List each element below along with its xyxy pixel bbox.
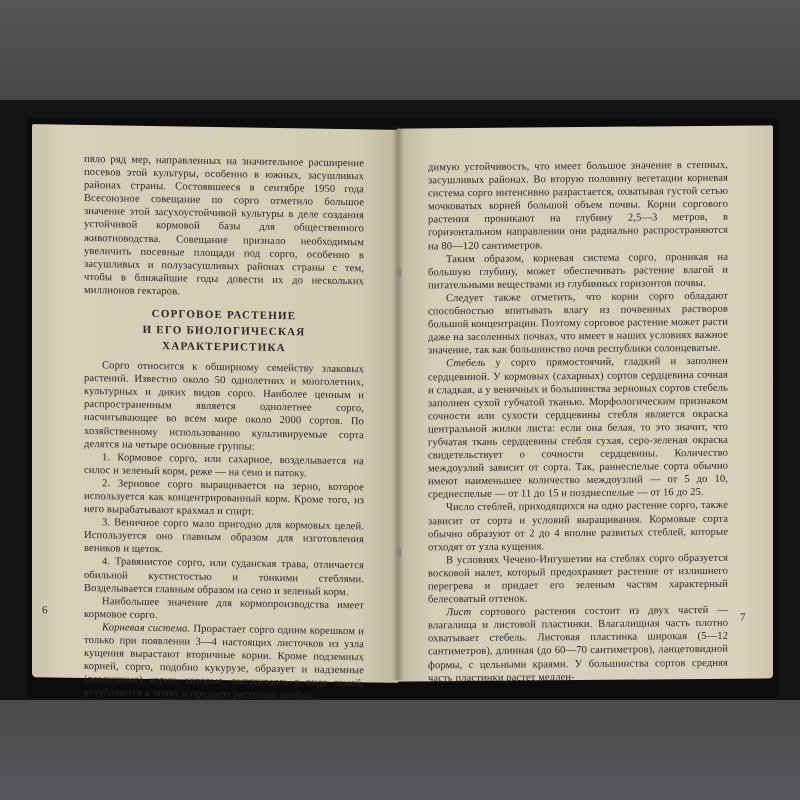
section-heading-line-1: СОРГОВОЕ РАСТЕНИЕ — [151, 308, 297, 323]
section-heading-line-2: И ЕГО БИОЛОГИЧЕСКАЯ ХАРАКТЕРИСТИКА — [142, 323, 306, 355]
root-system-text: Прорастает сорго одним корешком и только при появлении 3—4 настоящих листочков из узла кущения вырастают вторичные корни. Кроме подземных корней, сорго, подобно кукурузе, образует и надземные (воздушные) корни, которые, вытягиваясь в виде тяжей, углубляются в почву и придают растению необхо- — [84, 623, 364, 702]
left-paragraph-6: Наибольшее значение для кормопроизводства имеет кормовое сорго. — [84, 595, 364, 621]
leaf-text: сортового растения состоит из двух частей — влагалища и листовой пластинки. Влагалищная часть плотно охватывает стебель. Листовая пластинка широкая (5—12 сантиметров), длинная (до 60—70 сантиметров), ланцетовидной формы, с цельными краями. У большинства сортов средняя часть пластинки растет медлен- — [428, 604, 728, 685]
left-paragraph-2: 1. Кормовое сорго, или сахарное, возделывается на силос и зеленый корм, реже — на сено и патоку. — [84, 451, 364, 480]
right-paragraph-4 — [428, 355, 728, 502]
left-intro-paragraph: пяло ряд мер, направленных на значительное расширение посевов этой культуры, особенно в южных, засушливых районах страны. Состоявшееся в сентябре 1950 года Всесоюзное совещание по сорго отметило большое значение этой засухоустойчивой культуры в деле создания устойчивой кормовой базы для общественного животноводства. Совещание признало необходимым увеличить посевные площади под сорго, особенно в засушливых и полузасушливых районах страны с тем, чтобы в ближайшие годы довести их до нескольких миллионов гектаров. — [84, 153, 364, 298]
root-system-label: Корневая система. — [102, 622, 191, 635]
left-paragraph-7 — [84, 621, 364, 704]
leaf-label: Лист — [446, 607, 472, 619]
left-paragraph-3: 2. Зерновое сорго выращивается на зерно, которое используется как концентрированный корм. Кроме того, из него вырабатывают крахмал и спирт. — [84, 478, 364, 518]
page-number-right: 7 — [740, 611, 746, 624]
left-paragraph-1: Сорго относится к обширному семейству злаковых растений. Известно около 50 однолетних и многолетних, культурных и диких видов сорго. Наиболее ценным и распространенным является однолетнее сорго, насчитывающее во всем мире около 2000 сортов. По хозяйственному использованию культивируемые сорта делятся на четыре основные группы: — [84, 360, 364, 453]
left-page — [32, 124, 398, 702]
right-paragraph-5: Число стеблей, приходящихся на одно растение сорго, также зависит от сорта и условий выращивания. Кормовые сорта обычно образуют от 2 до 4 вполне развитых стеблей, которые отходят от узла кущения. — [428, 500, 728, 554]
right-page — [397, 125, 773, 685]
staple-top — [397, 268, 401, 278]
right-paragraph-2: Таким образом, корневая система сорго, проникая на большую глубину, может обеспечивать растение влагой и питательными веществами из глубинных горизонтов почвы. — [428, 251, 728, 292]
background-fabric-bottom — [0, 700, 800, 800]
left-page-text — [84, 153, 364, 704]
staple-bottom — [397, 548, 401, 558]
right-page-text — [428, 159, 728, 685]
page-number-left: 6 — [42, 604, 48, 617]
left-paragraph-5: 4. Травянистое сорго, или суданская трава, отличается обильной кустистостью и тонкими стеблями. Возделывается главным образом на сено и зеленый корм. — [84, 556, 364, 598]
stem-label: Стебель — [446, 358, 486, 370]
right-paragraph-3: Следует также отметить, что корни сорго обладают способностью впитывать влагу из почвенных растворов большой концентрации. Поэтому сорговое растение может расти даже на засоленных почвах, что имеет в наших условиях важное значение, так как большинство почв республики солонцеватые. — [428, 290, 728, 357]
right-paragraph-7 — [428, 604, 728, 685]
background-fabric-top — [0, 0, 800, 100]
right-paragraph-6: В условиях Чечено-Ингушетии на стеблях сорго образуется восковой налет, который предохраняет растение от излишнего перегрева и придает его зеленым частям характерный белесоватый оттенок. — [428, 552, 728, 606]
right-paragraph-1: димую устойчивость, что имеет большое значение в степных, засушливых районах. Во вторую половину вегетации корневая система сорго интенсивно разрастается, охватывая густой сетью мочковатых корней большой объем почвы. Корни соргового растения проникают на глубину 2,5—3 метров, в горизонтальном направлении они радиально распространяются на 80—120 сантиметров. — [428, 159, 728, 252]
book-spine-gutter — [392, 127, 404, 680]
stem-text: у сорго прямостоячий, гладкий и заполнен сердцевиной. У кормовых (сахарных) сортов сердцевина сочная и сладкая, а у веничных и большинства зерновых сортов стебель заполнен сухой губчатой тканью. Морфологическим признаком сочности или сухости сердцевины стебля является окраска центральной жилки листа: если она белая, то это значит, что губчатая ткань сердцевины стебля сухая, серо-зеленая окраска свидетельствует о сочности сердцевины. Количество междоузлий зависит от сорта. Так, раннеспелые сорта обычно имеют наименьшее количество междоузлий — от 5 до 10, среднеспелые — от 11 до 15 и позднеспелые — от 16 до 25. — [428, 356, 728, 501]
section-heading — [84, 305, 364, 357]
left-paragraph-4: 3. Веничное сорго мало пригодно для кормовых целей. Используется оно главным образом для изготовления веников и щеток. — [84, 517, 364, 556]
